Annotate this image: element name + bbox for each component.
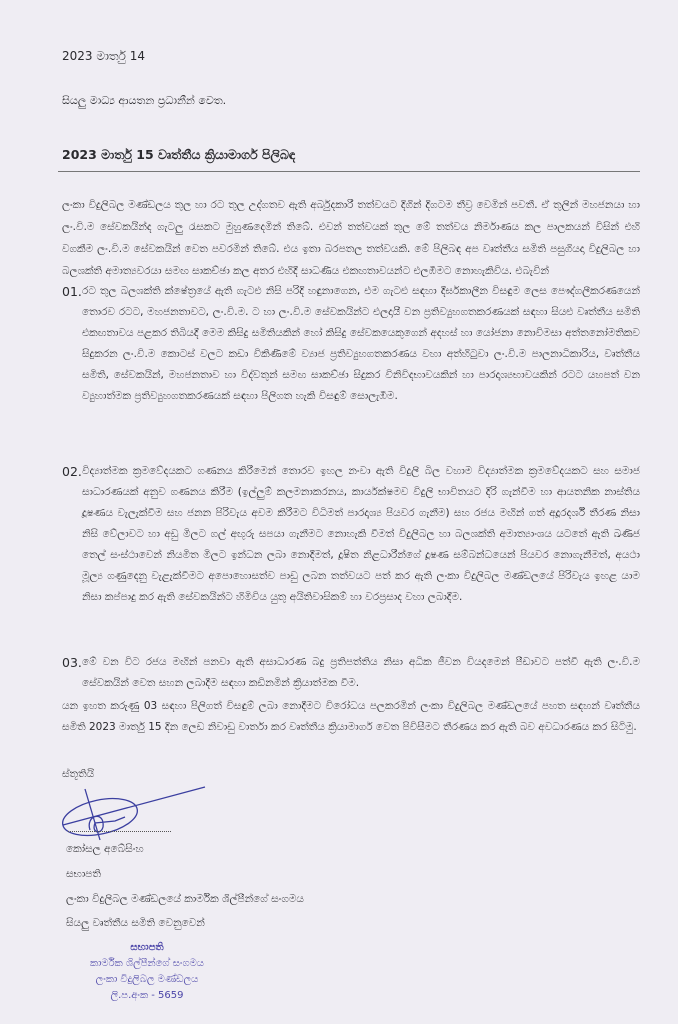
- demand-item-1: [62, 281, 640, 407]
- demand-item-3: [62, 652, 640, 694]
- stamp-line: ලි.ප.අංක - 5659: [110, 990, 184, 1001]
- item-number: 02.: [62, 464, 82, 479]
- signatory-name: කෝසල අබේසිංහ: [66, 843, 144, 855]
- closing-paragraph: යන ඉහත කරුණු 03 සඳහා පිලිගත් විසඳුම් ලබා නොදීමට විරෝධය පලකරමින් ලංකා විදුලිබල මණ්ඩලයේ පහත සඳහන් වෘත්තීය සමිති 2023 මාර්තු 15 දින ලෙඩ නිවාඩු වාර්තා කර වෘත්තීය ක්‍රියාමාර්ග වෙත පිවිසීමට තීරණය කර ඇති බව අවධාරණය කර සිටිමු.: [62, 700, 640, 733]
- stamp-line: සභාපති: [130, 942, 164, 953]
- heading-underline: [58, 171, 640, 172]
- signatory-organization: ලංකා විදුලිබල මණ්ඩලයේ කාර්මික ශිල්පීන්ගේ සංගමය: [66, 893, 304, 905]
- official-stamp: [82, 940, 212, 1004]
- item-number: 01.: [62, 284, 82, 299]
- intro-paragraph: ලංකා විදුලිබල මණ්ඩලය තුල හා රට තුල උද්ගතව ඇති අර්බුදකාරී තත්වයට දිගින් දිගටම තීව්‍ර වෙමින් පවතී. ඒ තුලින් මහජනයා හා ලං.වි.ම සේවකයින්ද ගැටලු රැසකට මුහුණදෙමින් තිබේ. එවන් තත්වයක් තුල මේ තත්වය නිර්මාණය කල පාලකයන් විසින් එහි වගකීම ලං.වි.ම සේවකයින් වෙත පවරමින් තිබේ. එය ඉතා බරපතල තත්වයකි. මේ පිලිබඳ අප වෘත්තීය සමිති පසුගියදා විදුලිබල හා බලශක්ති අමාත්‍යවරයා සමඟ සාකච්ඡා කල අතර එහිදී සාධණීය එකඟතාවයන්ට එලඹීමට නොහැකිවිය. එබැවින්: [62, 199, 640, 277]
- item-number: 03.: [62, 655, 82, 670]
- signatory-title: සභාපති: [66, 868, 101, 880]
- salutation: සියලු මාධ්‍ය ආයතන ප්‍රධානීන් වෙත.: [62, 94, 227, 107]
- item-text: විද්‍යාත්මක ක්‍රමවේදයකට ගණනය කිරීමෙන් තොරව ඉහල නංවා ඇති විදුලි බිල වහාම විද්‍යාත්මක ක්‍රමවේදයකට සහ සමාජ සාධාරණයක් අනුව ගණනය කිරීම (ඉල්ලුම් කලමනාකරනය, කාර්යක්ෂමව විදුලි භාවිතයට දිරි ගැන්වීම හා ආයතනික නාස්තිය දූෂණය වැලැක්වීම සහ ජනන පිරිවැය අවම කිරීමට විධිමත් පාරදෘශ්‍ය පියවර ගැනීම) සහ රජය මඟින් ගත් අදූරදර්ශී තීරණ නිසා නිසි වේලාවට හා අඩු මිලට ගල් අඟුරු සපයා ගැනීමට නොහැකි වීමත් විදුලිබල හා බලශක්ති අමාත්‍යාංශය යටතේ ඇති ඛණිජ තෙල් සංස්ථාවෙන් නියමිත මිලට ඉන්ධන ලබා නොදීමත්, දූෂිත නිළධාරීන්ගේ දූෂණ සම්බන්ධයෙන් පියවර නොගැනීමත්, අයථා මූල්‍ය ගණුදෙනු වැළැක්වීමට අපොහොසත්ව පාඩු ලබන තත්වයට පත් කර ඇති ලංකා විදුලිබල මණ්ඩලයේ පිරිවැය ඉහළ යාම නිසා කප්පාදු කර ඇති සේවකයින්ට හිමිවිය යුතු අයිතිවාසිකම් හා වරප්‍රසාද වහා ලබාදීම.: [82, 465, 640, 603]
- item-text: මේ වන විට රජය මඟින් පනවා ඇති අසාධාරණ බදු ප්‍රතිපත්තිය නිසා අධික ජීවන වියදමෙන් පීඩාවට පත්වී ඇති ලං.වි.ම සේවකයින් වෙත සහන ලබාදීම සඳහා කඩිනමින් ක්‍රියාත්මක වීම.: [82, 656, 640, 689]
- thanks: ස්තූතියි: [62, 768, 95, 780]
- signatory-on-behalf: සියලු වෘත්තීය සමිති වෙනුවෙන්: [66, 917, 205, 929]
- subject-heading: 2023 මාර්තු 15 වෘත්තීය ක්‍රියාමාර්ග පිලිබඳ: [62, 147, 296, 162]
- signature-image: [55, 785, 215, 845]
- item-text: රට තුල බලශක්ති ක්ෂේත්‍රයේ ඇති ගැටළු නිසි පරිදි හඳුනාගෙන, එම ගැටළු සඳහා දීර්ඝකාලීන විසඳුම ලෙස පෞද්ගලීකරණයෙන් තොරව රටට, මහජනතාවට, ලං.වි.ම. ට හා ලං.වි.ම සේවකයින්ට එලදායී වන ප්‍රතිව්‍යුහගතකරණයක් සඳහා සියළු වෘත්තීය සමිති එකඟතාවය පළකර තිබියදී මෙම කිසිදු සමිතියකින් හෝ කිසිදු සේවකයෙකුගෙන් අදහස් හා යෝජනා නොවිමසා අත්තනෝමතිකව සිදුකරන ලං.වි.ම කොටස් වලට කඩා විකිණීමේ ව්‍යාජ ප්‍රතිව්‍යුහගතකරණය වහා අත්හිටුවා ලං.වි.ම පාලනාධිකාරිය, වෘත්තීය සමිති, සේවකයින්, මහජනතාව හා විද්වතුන් සමඟ සාකච්ඡා සිදුකර විනිවිදභාවයකින් හා පාරදෘශ්‍යභාවයකින් රටට යහපත් වන ව්‍යුහාත්මක ප්‍රතිව්‍යුහගතකරණයක් සඳහා පිලිගත හැකි විසඳුම් සොලැඹීම.: [82, 285, 640, 402]
- demand-item-2: [62, 461, 640, 608]
- letter-date: 2023 මාර්තු 14: [62, 49, 146, 63]
- stamp-line: කාර්මික ශිල්පීන්ගේ සංගමය: [89, 958, 204, 969]
- stamp-line: ලංකා විදුලිබල මණ්ඩලය: [95, 974, 199, 985]
- signature-line: [68, 831, 171, 832]
